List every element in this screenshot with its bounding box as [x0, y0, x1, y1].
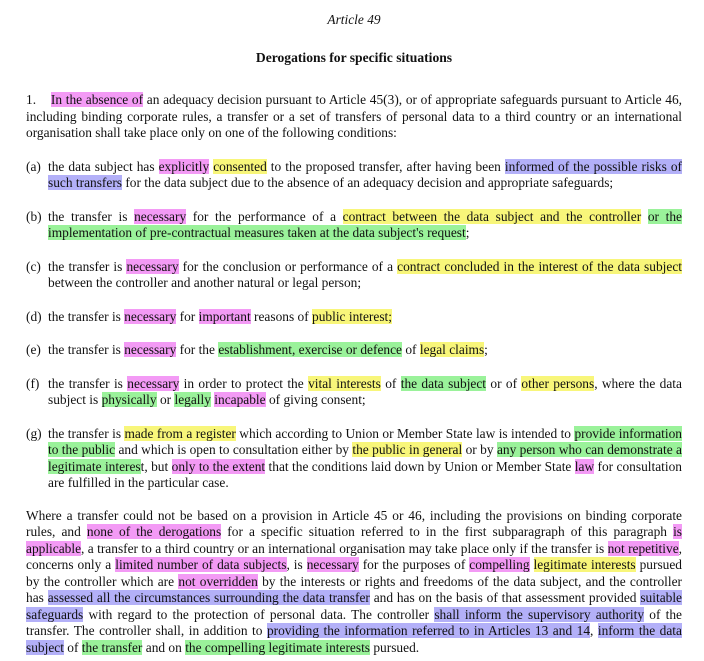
condition-item — [26, 309, 682, 326]
text-run: for the purposes of — [358, 557, 470, 572]
text-run: or of — [486, 375, 522, 391]
text-run: and has on the basis of that assessment provided — [369, 590, 641, 605]
highlight-blue: informed of the possible risks of such transfers — [48, 158, 682, 190]
article-number: Article 49 — [327, 12, 381, 27]
text-run: of — [401, 342, 420, 357]
text-run: reasons of — [250, 308, 313, 324]
highlight-blue: providing the information referred to in Articles 13 and 14 — [266, 623, 591, 638]
highlight-yellow: made from a register — [124, 425, 236, 441]
paragraph-label: 1. — [26, 92, 37, 107]
text-run: with regard to the protection of personal data. The controller — [83, 606, 435, 622]
text-run: or by — [462, 442, 497, 457]
highlight-pink: none of the derogations — [86, 524, 222, 539]
highlight-yellow: public interest; — [312, 308, 392, 324]
condition-label: (a) — [26, 158, 41, 174]
highlight-pink: necessary — [127, 375, 180, 391]
highlight-blue: shall inform the supervisory authority — [434, 606, 645, 622]
highlight-green: the transfer — [81, 639, 143, 655]
closing-paragraph — [26, 508, 682, 657]
highlight-green: establishment, exercise or defence — [218, 342, 402, 357]
highlight-green: the data subject — [400, 375, 487, 391]
highlight-yellow: contract concluded in the interest of the data subject — [397, 258, 682, 274]
highlight-pink: law — [574, 458, 595, 474]
text-run: of — [380, 375, 401, 391]
text-run: of giving consent; — [265, 392, 366, 407]
highlight-blue: inform the data subject — [26, 623, 682, 655]
condition-item — [26, 209, 682, 242]
condition-label: (f) — [26, 375, 40, 391]
highlight-yellow: the public in general — [352, 442, 463, 457]
highlight-green: provide information to the public — [48, 425, 682, 457]
text-run: of — [63, 639, 82, 655]
text-run: that the conditions laid down by Union or Member State — [265, 458, 575, 474]
highlight-pink: only to the extent — [171, 458, 266, 474]
highlight-pink: necessary — [124, 342, 177, 357]
highlight-pink: compelling — [469, 557, 530, 572]
highlight-pink: is applicable — [26, 524, 683, 556]
condition-text — [48, 309, 682, 326]
text-run: between the controller and another natural or legal person; — [48, 275, 362, 290]
text-run: the transfer is — [48, 342, 125, 357]
text-run: for the conclusion or performance of a — [178, 258, 398, 274]
highlight-pink: necessary — [124, 308, 177, 324]
condition-label: (d) — [26, 308, 42, 324]
text-run: the transfer is — [48, 258, 127, 274]
text-run: for the data subject due to the absence of an adequacy decision and appropriate safeguards; — [122, 175, 614, 190]
text-run: , a transfer to a third country or an international organisation may take place only if the transfer is — [81, 540, 608, 556]
text-run: pursued. — [370, 639, 420, 655]
text-run: the data subject has — [48, 158, 159, 174]
highlight-yellow: consented — [213, 158, 267, 174]
highlight-pink: explicitly — [158, 158, 210, 174]
condition-label: (b) — [26, 208, 42, 224]
text-run: in order to protect the — [179, 375, 309, 391]
highlight-pink: not repetitive — [607, 540, 679, 556]
highlight-green: any person who can demonstrate a legitimate interes — [48, 442, 682, 474]
highlight-yellow: legal claims — [419, 342, 485, 357]
condition-text — [48, 342, 682, 359]
highlight-yellow: vital interests — [308, 375, 381, 391]
highlight-pink: necessary — [306, 557, 359, 572]
text-run — [530, 557, 534, 572]
text-run: for — [176, 308, 199, 324]
condition-text — [48, 159, 682, 192]
text-run: t, but — [140, 458, 172, 474]
conditions-list — [26, 159, 682, 492]
condition-item — [26, 426, 682, 492]
highlight-pink: necessary — [134, 208, 187, 224]
condition-label: (g) — [26, 425, 42, 441]
highlight-green: the compelling legitimate interests — [185, 639, 371, 655]
condition-item — [26, 342, 682, 359]
condition-text — [48, 259, 682, 292]
text-run: for a specific situation referred to in the first subparagraph of this paragraph — [221, 524, 674, 539]
text-run: an adequacy decision pursuant to Article 45(3), or of appropriate safeguards pursuant to Article 46, including binding corporate rules, a transfer or a set of transfers of personal data to a third country or an international organisation shall take place only on one of the following conditions: — [26, 92, 683, 140]
paragraph-1 — [26, 92, 682, 142]
text-run: pursued by the controller which are — [26, 557, 682, 589]
article-title: Derogations for specific situations — [255, 50, 453, 65]
highlight-green: legally — [174, 392, 211, 407]
text-run: to the proposed transfer, after having been — [266, 158, 505, 174]
highlight-blue: suitable safeguards — [26, 590, 682, 622]
text-run: the transfer is — [48, 208, 135, 224]
text-run: for consultation are fulfilled in the particular case. — [48, 458, 682, 490]
text-run: or — [156, 392, 175, 407]
text-run: , concerns only a — [26, 540, 682, 572]
highlight-pink: important — [198, 308, 251, 324]
condition-text — [48, 426, 682, 492]
highlight-pink: In the absence of — [50, 92, 144, 107]
highlight-pink: necessary — [126, 258, 179, 274]
paragraph-1-text — [26, 92, 682, 140]
highlight-green: physically — [101, 392, 157, 407]
highlight-blue: assessed all the circumstances surrounding the data transfer — [47, 590, 370, 605]
highlight-green: or the implementation of pre-contractual measures taken at the data subject's request — [48, 208, 682, 240]
condition-item — [26, 376, 682, 409]
highlight-pink: incapable — [214, 392, 266, 407]
text-run: and which is open to consultation either by — [115, 442, 353, 457]
text-run: the transfer is — [48, 425, 125, 441]
condition-text — [48, 376, 682, 409]
text-run: for the performance of a — [186, 208, 343, 224]
text-run: ; — [484, 342, 488, 357]
highlight-pink: not overridden — [178, 573, 258, 589]
text-run: for the — [176, 342, 219, 357]
text-run: ; — [465, 225, 470, 240]
text-run: Where a transfer could not be based on a provision in Article 45 or 46, including the provisions on binding corporate rules, and — [26, 507, 682, 539]
highlight-yellow: legitimate interests — [533, 557, 636, 572]
document-page — [26, 0, 682, 656]
text-run: of the transfer. The controller shall, in addition to — [26, 606, 682, 638]
text-run: and on — [142, 639, 186, 655]
condition-label: (c) — [26, 258, 41, 274]
text-run — [641, 209, 648, 224]
highlight-yellow: other persons — [521, 375, 595, 391]
condition-item — [26, 159, 682, 192]
condition-text — [48, 209, 682, 242]
condition-label: (e) — [26, 342, 41, 357]
condition-item — [26, 259, 682, 292]
text-run: the transfer is — [48, 375, 128, 391]
text-run: , where the data subject is — [48, 375, 682, 407]
text-run: , — [590, 623, 598, 638]
text-run: the transfer is — [48, 308, 125, 324]
text-run: by the interests or rights and freedoms of the data subject, and the controller has — [26, 573, 682, 605]
highlight-yellow: contract between the data subject and the controller — [342, 208, 642, 224]
text-run: which according to Union or Member State law is intended to — [235, 425, 575, 441]
highlight-pink: limited number of data subjects — [115, 557, 287, 572]
text-run: , is — [286, 557, 307, 572]
